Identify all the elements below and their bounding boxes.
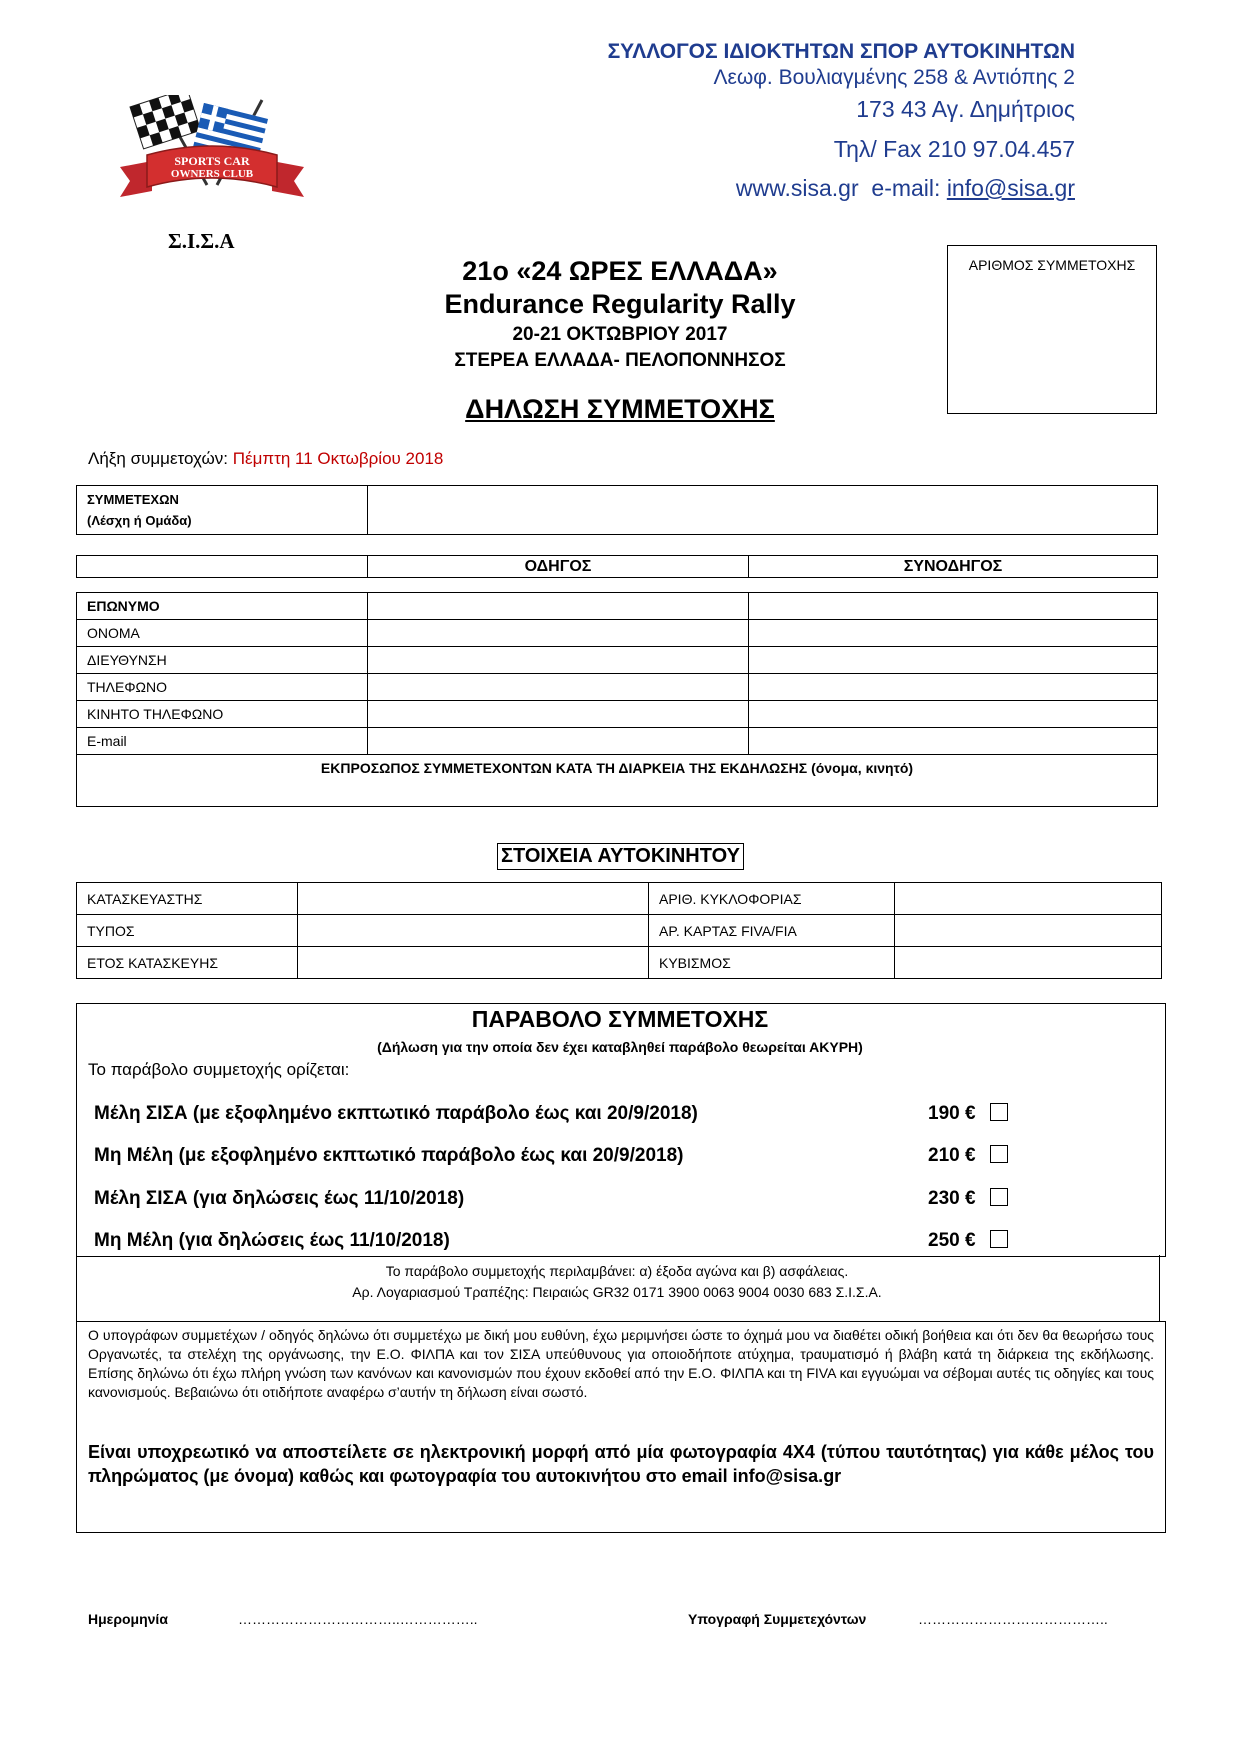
- car-displacement-field[interactable]: [895, 947, 1162, 979]
- fee-option-label: Μέλη ΣΙΣΑ (για δηλώσεις έως 11/10/2018): [94, 1188, 465, 1209]
- logo-text-line2: OWNERS CLUB: [170, 168, 254, 180]
- crew-details-table: [76, 592, 1158, 807]
- codriver-email-field[interactable]: [749, 728, 1158, 755]
- date-label: Ημερομηνία: [88, 1611, 168, 1627]
- fee-option-price: [928, 1188, 1008, 1210]
- fee-option-checkbox[interactable]: [990, 1188, 1008, 1206]
- event-subtitle: Endurance Regularity Rally: [444, 289, 796, 319]
- participant-label: [77, 486, 368, 535]
- signature-field[interactable]: …………………………………..: [918, 1611, 1108, 1627]
- fee-price-value: 250 €: [928, 1230, 976, 1251]
- car-section-title: ΣΤΟΙΧΕΙΑ ΑΥΤΟΚΙΝΗΤΟΥ: [497, 843, 744, 870]
- codriver-mobile-field[interactable]: [749, 701, 1158, 728]
- org-tel-fax: Τηλ/ Fax 210 97.04.457: [833, 136, 1075, 162]
- declaration-text: Ο υπογράφων συμμετέχων / οδηγός δηλώνω ότι συμμετέχω με δική μου ευθύνη, έχω μεριμνήσει ώστε το όχημά μου να διαθέτει οδική βοήθεια και ότι δεν θα θεωρήσω τους Οργανωτές, τα στελέχη της οργάνωσης, την Ε.Ο. ΦΙΛΠΑ και τον ΣΙΣΑ υπεύθυνους για οποιοδήποτε ατύχημα, τραυματισμό ή βλάβη κατά τη διάρκεια της εκδήλωσης. Επίσης δηλώνω ότι έχω πλήρη γνώση των κανόνων και κανονισμών που έχουν εκδοθεί από την Ε.Ο. ΦΙΛΠΑ και τη FIVA και εγγυώμαι να σέβομαι αυτές τις οδηγίες και τους κανονισμούς. Βεβαιώνω ότι οτιδήποτε αναφέρω σ’αυτήν τη δήλωση είναι σωστό.: [88, 1327, 1154, 1400]
- row-label-surname: ΕΠΩΝΥΜΟ: [77, 593, 368, 620]
- logo-text-line1: SPORTS CAR: [174, 154, 250, 168]
- fee-option-price: [928, 1103, 1008, 1125]
- fee-price-value: 190 €: [928, 1103, 976, 1124]
- photo-requirement-text: Είναι υποχρεωτικό να αποστείλετε σε ηλεκτρονική μορφή από μία φωτογραφία 4Χ4 (τύπου ταυτότητας) για κάθε μέλος του πληρώματος (με όνομα) καθώς και φωτογραφία του αυτοκινήτου στο email info@sisa.gr: [88, 1442, 1154, 1486]
- fee-price-value: 210 €: [928, 1145, 976, 1166]
- participant-label-line2: (Λέσχη ή Ομάδα): [87, 513, 192, 528]
- car-label-manufacturer: ΚΑΤΑΣΚΕΥΑΣΤΗΣ: [77, 883, 298, 915]
- driver-email-field[interactable]: [368, 728, 749, 755]
- event-dates: 20-21 ΟΚΤΩΒΡΙΟΥ 2017: [512, 324, 728, 345]
- representative-label: ΕΚΠΡΟΣΩΠΟΣ ΣΥΜΜΕΤΕΧΟΝΤΩΝ ΚΑΤΑ ΤΗ ΔΙΑΡΚΕΙΑ ΤΗΣ ΕΚΔΗΛΩΣΗΣ: [320, 760, 808, 776]
- car-fiva-card-field[interactable]: [895, 915, 1162, 947]
- row-label-phone: ΤΗΛΕΦΩΝΟ: [77, 674, 368, 701]
- entry-number-label: ΑΡΙΘΜΟΣ ΣΥΜΜΕΤΟΧΗΣ: [968, 257, 1136, 273]
- representative-field[interactable]: [77, 755, 1158, 807]
- club-abbreviation: Σ.Ι.Σ.Α: [168, 229, 235, 253]
- codriver-name-field[interactable]: [749, 620, 1158, 647]
- driver-address-field[interactable]: [368, 647, 749, 674]
- email-label: e-mail:: [871, 175, 941, 201]
- fee-price-value: 230 €: [928, 1188, 976, 1209]
- org-web-email: [736, 175, 1075, 202]
- fee-option-label: Μη Μέλη (με εξοφλημένο εκπτωτικό παράβολο έως και 20/9/2018): [94, 1145, 684, 1166]
- representative-note: (όνομα, κινητό): [811, 760, 914, 776]
- crew-header-table: [76, 555, 1158, 578]
- car-type-field[interactable]: [298, 915, 649, 947]
- fee-option-label: Μέλη ΣΙΣΑ (με εξοφλημένο εκπτωτικό παράβολο έως και 20/9/2018): [94, 1103, 698, 1124]
- fee-option-label: Μη Μέλη (για δηλώσεις έως 11/10/2018): [94, 1230, 450, 1251]
- participant-label-line1: ΣΥΜΜΕΤΕΧΩΝ: [87, 492, 179, 507]
- date-field[interactable]: ……………………………..……………..: [238, 1611, 478, 1627]
- driver-mobile-field[interactable]: [368, 701, 749, 728]
- fee-note: (Δήλωση για την οποία δεν έχει καταβληθεί παράβολο θεωρείται ΑΚΥΡΗ): [377, 1039, 863, 1055]
- car-year-field[interactable]: [298, 947, 649, 979]
- fee-includes-text: Το παράβολο συμμετοχής περιλαμβάνει: α) έξοδα αγώνα και β) ασφάλειας.: [385, 1263, 849, 1279]
- club-logo: [112, 95, 312, 225]
- fee-option-checkbox[interactable]: [990, 1103, 1008, 1121]
- driver-name-field[interactable]: [368, 620, 749, 647]
- car-manufacturer-field[interactable]: [298, 883, 649, 915]
- bank-account-text: Αρ. Λογαριασμού Τραπέζης: Πειραιώς GR32 0171 3900 0063 9004 0030 683 Σ.Ι.Σ.Α.: [352, 1284, 882, 1300]
- org-email-link[interactable]: info@sisa.gr: [946, 175, 1075, 201]
- org-address-line1: Λεωφ. Βουλιαγμένης 258 & Αντιόπης 2: [713, 66, 1075, 89]
- event-title: 21ο «24 ΩΡΕΣ ΕΛΛΑΔΑ»: [462, 256, 778, 286]
- codriver-address-field[interactable]: [749, 647, 1158, 674]
- car-label-displacement: ΚΥΒΙΣΜΟΣ: [649, 947, 895, 979]
- participant-table: [76, 485, 1158, 535]
- codriver-phone-field[interactable]: [749, 674, 1158, 701]
- car-label-registration: ΑΡΙΘ. ΚΥΚΛΟΦΟΡΙΑΣ: [649, 883, 895, 915]
- car-label-type: ΤΥΠΟΣ: [77, 915, 298, 947]
- driver-header: ΟΔΗΓΟΣ: [368, 556, 749, 578]
- car-label-year: ΕΤΟΣ ΚΑΤΑΣΚΕΥΗΣ: [77, 947, 298, 979]
- codriver-surname-field[interactable]: [749, 593, 1158, 620]
- fee-intro: Το παράβολο συμμετοχής ορίζεται:: [88, 1060, 350, 1079]
- signature-label: Υπογραφή Συμμετεχόντων: [688, 1611, 867, 1627]
- event-region: ΣΤΕΡΕΑ ΕΛΛΑΔΑ- ΠΕΛΟΠΟΝΝΗΣΟΣ: [454, 350, 786, 371]
- row-label-email: E-mail: [77, 728, 368, 755]
- org-name: ΣΥΛΛΟΓΟΣ ΙΔΙΟΚΤΗΤΩΝ ΣΠΟΡ ΑΥΤΟΚΙΝΗΤΩΝ: [607, 40, 1075, 63]
- fee-option-checkbox[interactable]: [990, 1145, 1008, 1163]
- driver-surname-field[interactable]: [368, 593, 749, 620]
- car-details-table: [76, 882, 1162, 979]
- driver-phone-field[interactable]: [368, 674, 749, 701]
- deadline-date: Πέμπτη 11 Οκτωβρίου 2018: [232, 449, 444, 468]
- fee-title: ΠΑΡΑΒΟΛΟ ΣΥΜΜΕΤΟΧΗΣ: [471, 1006, 769, 1032]
- car-label-fiva-card: ΑΡ. ΚΑΡΤΑΣ FIVA/FIA: [649, 915, 895, 947]
- fee-option-price: [928, 1230, 1008, 1252]
- entry-deadline: [88, 449, 443, 469]
- row-label-mobile: ΚΙΝΗΤΟ ΤΗΛΕΦΩΝΟ: [77, 701, 368, 728]
- row-label-address: ΔΙΕΥΘΥΝΣΗ: [77, 647, 368, 674]
- row-label-name: ΟΝΟΜΑ: [77, 620, 368, 647]
- car-registration-field[interactable]: [895, 883, 1162, 915]
- participant-field[interactable]: [368, 486, 1158, 535]
- org-website[interactable]: www.sisa.gr: [735, 175, 859, 201]
- deadline-label: Λήξη συμμετοχών:: [88, 449, 228, 468]
- fee-option-checkbox[interactable]: [990, 1230, 1008, 1248]
- entry-number-box[interactable]: [947, 245, 1157, 414]
- form-title: ΔΗΛΩΣΗ ΣΥΜΜΕΤΟΧΗΣ: [465, 394, 775, 424]
- crew-header-blank: [77, 556, 368, 578]
- codriver-header: ΣΥΝΟΔΗΓΟΣ: [749, 556, 1158, 578]
- fee-option-price: [928, 1145, 1008, 1167]
- org-address-line2: 173 43 Αγ. Δημήτριος: [856, 96, 1075, 122]
